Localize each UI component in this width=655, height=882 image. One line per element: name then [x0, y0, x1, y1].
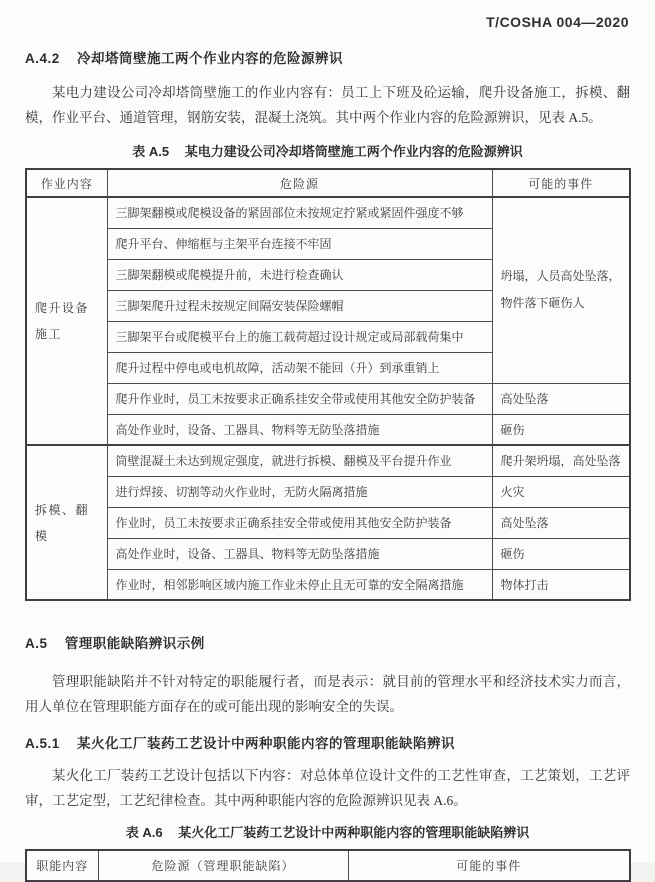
table-row — [26, 383, 630, 414]
heading-a5-number: A.5 — [25, 636, 48, 651]
event-cell: 高处坠落 — [492, 383, 630, 414]
event-cell: 爬升架坍塌，高处坠落 — [492, 445, 630, 476]
table-a6-header-row — [26, 850, 630, 881]
activity-cell-climbing: 爬升设备施工 — [26, 197, 107, 445]
table-a6-caption-title: 某火化工厂装药工艺设计中两种职能内容的管理职能缺陷辨识 — [178, 825, 530, 840]
heading-a42 — [25, 47, 630, 67]
table-row — [26, 414, 630, 445]
hazard-cell: 爬升作业时，员工未按要求正确系挂安全带或使用其他安全防护装备 — [107, 383, 492, 414]
hazard-cell: 爬升过程中停电或电机故障，活动架不能回（升）到承重销上 — [107, 352, 492, 383]
column-header-activity: 作业内容 — [26, 169, 107, 197]
hazard-cell: 筒壁混凝土未达到规定强度，就进行拆模、翻模及平台提升作业 — [107, 445, 492, 476]
event-cell: 砸伤 — [492, 538, 630, 569]
table-row — [26, 445, 630, 476]
hazard-cell: 高处作业时，设备、工器具、物料等无防坠落措施 — [107, 538, 492, 569]
paragraph-a5: 管理职能缺陷并不针对特定的职能履行者，而是表示：就目前的管理水平和经济技术实力而言，用人单位在管理职能方面存在的或可能出现的影响安全的失误。 — [25, 674, 630, 714]
event-cell: 高处坠落 — [492, 507, 630, 538]
paragraph-a51: 某火化工厂装药工艺设计包括以下内容：对总体单位设计文件的工艺性审查，工艺策划，工艺评审，工艺定型，工艺纪律检查。其中两种职能内容的危险源辨识见表 A.6。 — [25, 768, 630, 808]
hazard-cell: 作业时，员工未按要求正确系挂安全带或使用其他安全防护装备 — [107, 507, 492, 538]
hazard-cell: 三脚架翻模或爬模提升前，未进行检查确认 — [107, 259, 492, 290]
heading-a51-number: A.5.1 — [25, 736, 60, 751]
event-cell: 坍塌，人员高处坠落，物件落下砸伤人 — [492, 197, 630, 383]
column-header-event: 可能的事件 — [348, 850, 630, 881]
table-a6 — [25, 849, 631, 882]
table-a5-header-row — [26, 169, 630, 197]
table-row — [26, 476, 630, 507]
column-header-hazard: 危险源 — [107, 169, 492, 197]
table-row — [26, 569, 630, 600]
heading-a51-title: 某火化工厂装药工艺设计中两种职能内容的管理职能缺陷辨识 — [77, 736, 456, 751]
column-header-event: 可能的事件 — [492, 169, 630, 197]
heading-a42-number: A.4.2 — [25, 51, 60, 66]
table-a6-caption — [0, 822, 655, 841]
column-header-hazard-defect: 危险源（管理职能缺陷） — [98, 850, 348, 881]
hazard-cell: 作业时，相邻影响区域内施工作业未停止且无可靠的安全隔离措施 — [107, 569, 492, 600]
hazard-cell: 三脚架爬升过程未按规定间隔安装保险螺帽 — [107, 290, 492, 321]
table-a6-caption-label: 表 A.6 — [125, 825, 163, 840]
table-row — [26, 197, 630, 228]
hazard-cell: 三脚架平台或爬模平台上的施工载荷超过设计规定或局部载荷集中 — [107, 321, 492, 352]
heading-a51 — [25, 732, 630, 752]
table-a5-caption-label: 表 A.5 — [132, 144, 170, 159]
doc-number: T/COSHA 004—2020 — [486, 14, 629, 30]
paragraph-a42: 某电力建设公司冷却塔筒壁施工的作业内容有：员工上下班及砼运输，爬升设备施工，拆模、翻模，作业平台、通道管理，钢筋安装，混凝土浇筑。其中两个作业内容的危险源辨识，见表 A.5。 — [25, 85, 630, 125]
hazard-cell: 进行焊接、切割等动火作业时，无防火隔离措施 — [107, 476, 492, 507]
hazard-cell: 爬升平台、伸缩框与主架平台连接不牢固 — [107, 228, 492, 259]
event-cell: 火灾 — [492, 476, 630, 507]
activity-cell-demolding: 拆模、翻模 — [26, 445, 107, 600]
heading-a5-title: 管理职能缺陷辨识示例 — [64, 636, 205, 651]
table-row — [26, 538, 630, 569]
event-cell: 物体打击 — [492, 569, 630, 600]
heading-a42-title: 冷却塔筒壁施工两个作业内容的危险源辨识 — [77, 51, 344, 66]
hazard-cell: 三脚架翻模或爬模设备的紧固部位未按规定拧紧或紧固件强度不够 — [107, 197, 492, 228]
table-row — [26, 507, 630, 538]
event-cell: 砸伤 — [492, 414, 630, 445]
hazard-cell: 高处作业时，设备、工器具、物料等无防坠落措施 — [107, 414, 492, 445]
column-header-function: 职能内容 — [26, 850, 98, 881]
table-a5-caption — [0, 141, 655, 160]
table-a5 — [25, 168, 631, 601]
table-a5-caption-title: 某电力建设公司冷却塔筒壁施工两个作业内容的危险源辨识 — [184, 144, 523, 159]
heading-a5 — [25, 632, 630, 652]
